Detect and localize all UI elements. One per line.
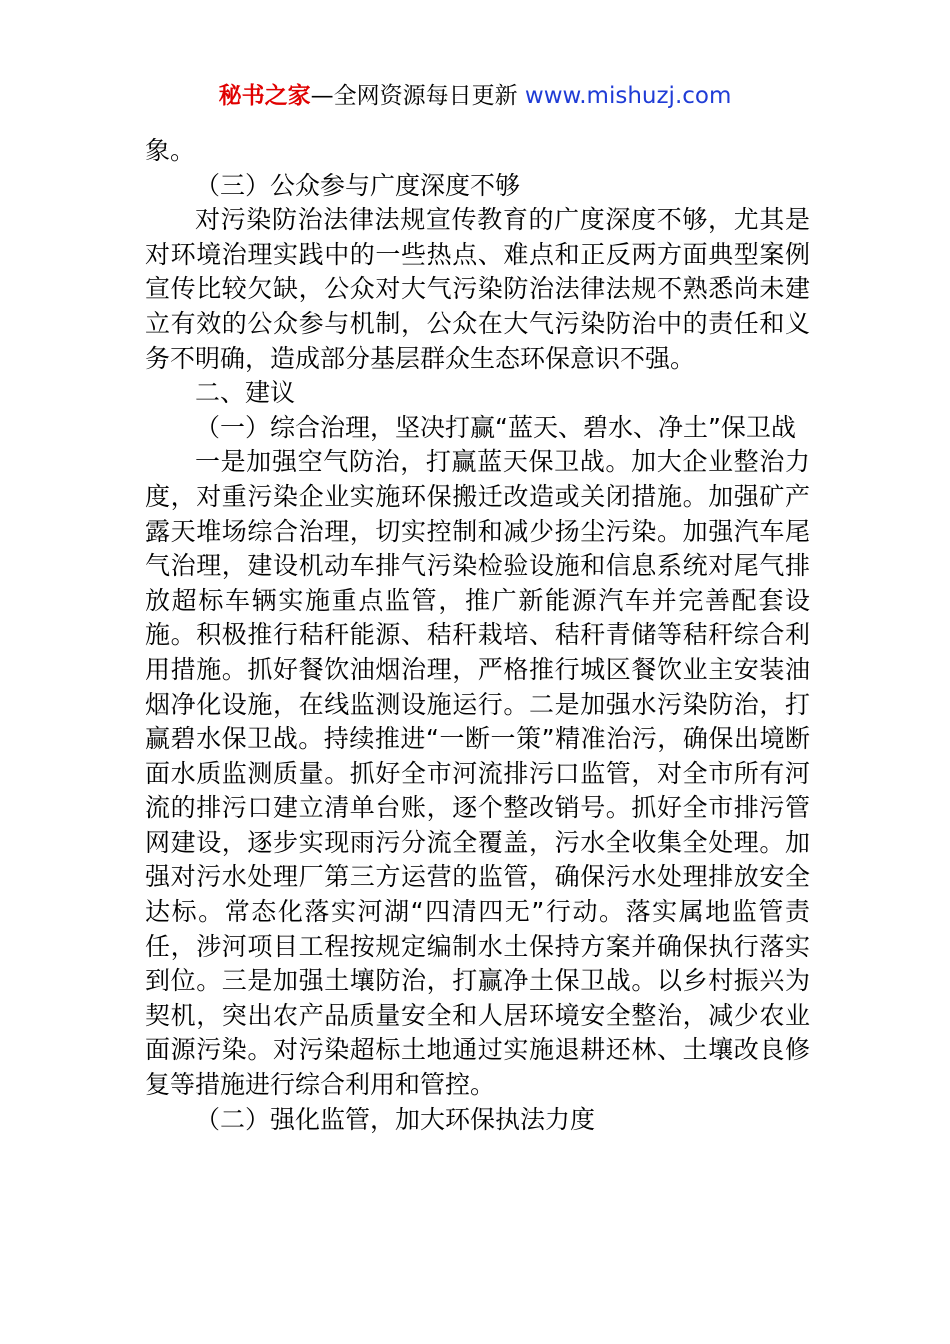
document-body <box>145 134 810 1137</box>
paragraph: 对污染防治法律法规宣传教育的广度深度不够，尤其是对环境治理实践中的一些热点、难点和正反两方面典型案例宣传比较欠缺，公众对大气污染防治法律法规不熟悉尚未建立有效的公众参与机制，公众在大气污染防治中的责任和义务不明确，造成部分基层群众生态环保意识不强。 <box>145 205 810 373</box>
site-header <box>0 78 950 114</box>
site-url[interactable]: www.mishuzj.com <box>524 83 732 109</box>
section-heading: 二、建议 <box>195 378 296 408</box>
paragraph-continuation: 象。 <box>145 136 196 165</box>
subsection-heading: （一）综合治理，坚决打赢“蓝天、碧水、净土”保卫战 <box>195 412 796 442</box>
subsection-heading: （二）强化监管，加大环保执法力度 <box>195 1104 596 1134</box>
brand-name: 秘书之家 <box>218 83 311 109</box>
paragraph: 一是加强空气防治，打赢蓝天保卫战。加大企业整治力度，对重污染企业实施环保搬迁改造或关闭措施。加强矿产露天堆场综合治理，切实控制和减少扬尘污染。加强汽车尾气治理，建设机动车排气污染检验设施和信息系统对尾气排放超标车辆实施重点监管，推广新能源汽车并完善配套设施。积极推行秸秆能源、秸秆栽培、秸秆青储等秸秆综合利用措施。抓好餐饮油烟治理，严格推行城区餐饮业主安装油烟净化设施，在线监测设施运行。二是加强水污染防治，打赢碧水保卫战。持续推进“一断一策”精准治污，确保出境断面水质监测质量。抓好全市河流排污口监管，对全市所有河流的排污口建立清单台账，逐个整改销号。抓好全市排污管网建设，逐步实现雨污分流全覆盖，污水全收集全处理。加强对污水处理厂第三方运营的监管，确保污水处理排放安全达标。常态化落实河湖“四清四无”行动。落实属地监管责任，涉河项目工程按规定编制水土保持方案并确保执行落实到位。三是加强土壤防治，打赢净土保卫战。以乡村振兴为契机，突出农产品质量安全和人居环境安全整治，减少农业面源污染。对污染超标土地通过实施退耕还林、土壤改良修复等措施进行综合利用和管控。 <box>145 447 810 1100</box>
header-tagline: —全网资源每日更新 <box>310 83 518 109</box>
subsection-heading: （三）公众参与广度深度不够 <box>195 170 521 200</box>
